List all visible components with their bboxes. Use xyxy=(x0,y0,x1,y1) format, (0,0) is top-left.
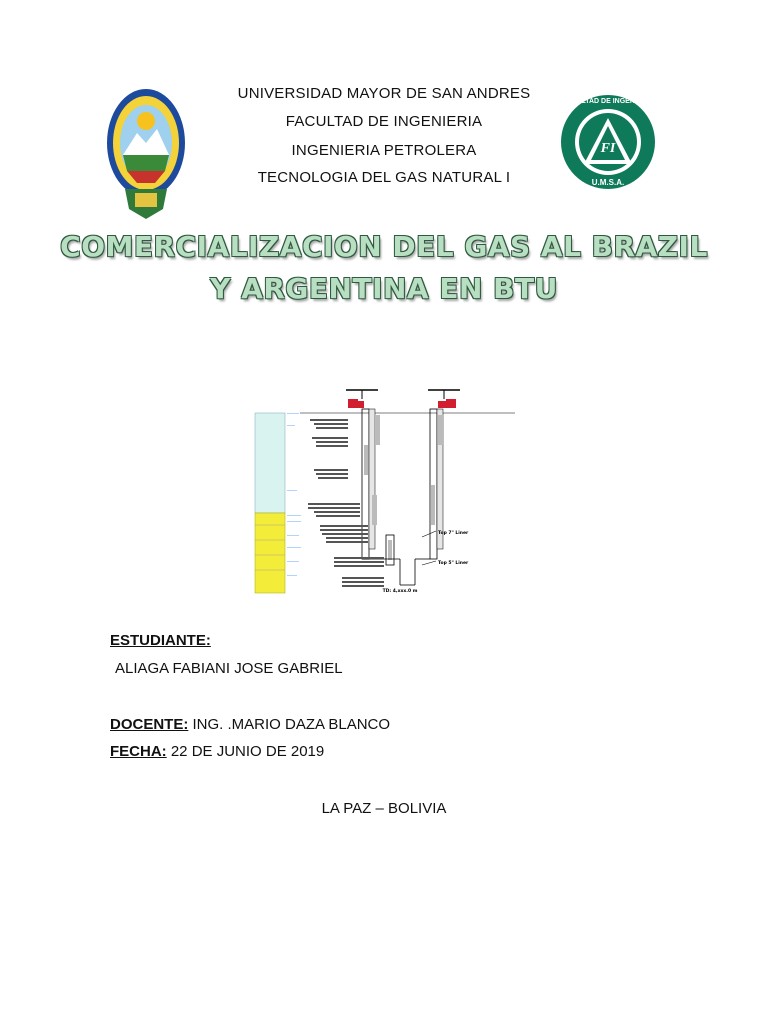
svg-text:U.M.S.A.: U.M.S.A. xyxy=(591,178,625,187)
date-value: 22 DE JUNIO DE 2019 xyxy=(170,743,325,760)
course-name: TECNOLOGIA DEL GAS NATURAL I xyxy=(257,169,511,186)
well-schematic-figure xyxy=(250,385,520,595)
td-label: TD: 4,xxx.0 m xyxy=(382,589,418,594)
place-text: LA PAZ – BOLIVIA xyxy=(321,800,447,817)
teacher-label: DOCENTE: xyxy=(110,716,189,733)
student-label: ESTUDIANTE: xyxy=(110,632,211,649)
student-name: ALIAGA FABIANI JOSE GABRIEL xyxy=(115,660,343,677)
liner-7-label: Top 7" Liner xyxy=(438,531,469,536)
date-row xyxy=(110,743,324,760)
faculty-name: FACULTAD DE INGENIERIA xyxy=(285,113,483,130)
document-title-line1: COMERCIALIZACION DEL GAS AL BRAZIL xyxy=(60,230,708,263)
liner-5-label: Top 5" Liner xyxy=(438,561,469,566)
student-label-row xyxy=(110,632,211,649)
document-title-line2: Y ARGENTINA EN BTU xyxy=(210,272,558,305)
university-name: UNIVERSIDAD MAYOR DE SAN ANDRES xyxy=(237,85,531,102)
career-name: INGENIERIA PETROLERA xyxy=(291,142,477,159)
teacher-name: ING. .MARIO DAZA BLANCO xyxy=(192,716,391,733)
teacher-row xyxy=(110,716,390,733)
date-label: FECHA: xyxy=(110,743,167,760)
svg-text:FI: FI xyxy=(600,141,616,156)
svg-text:FACULTAD DE INGENIERIA: FACULTAD DE INGENIERIA xyxy=(562,98,654,105)
